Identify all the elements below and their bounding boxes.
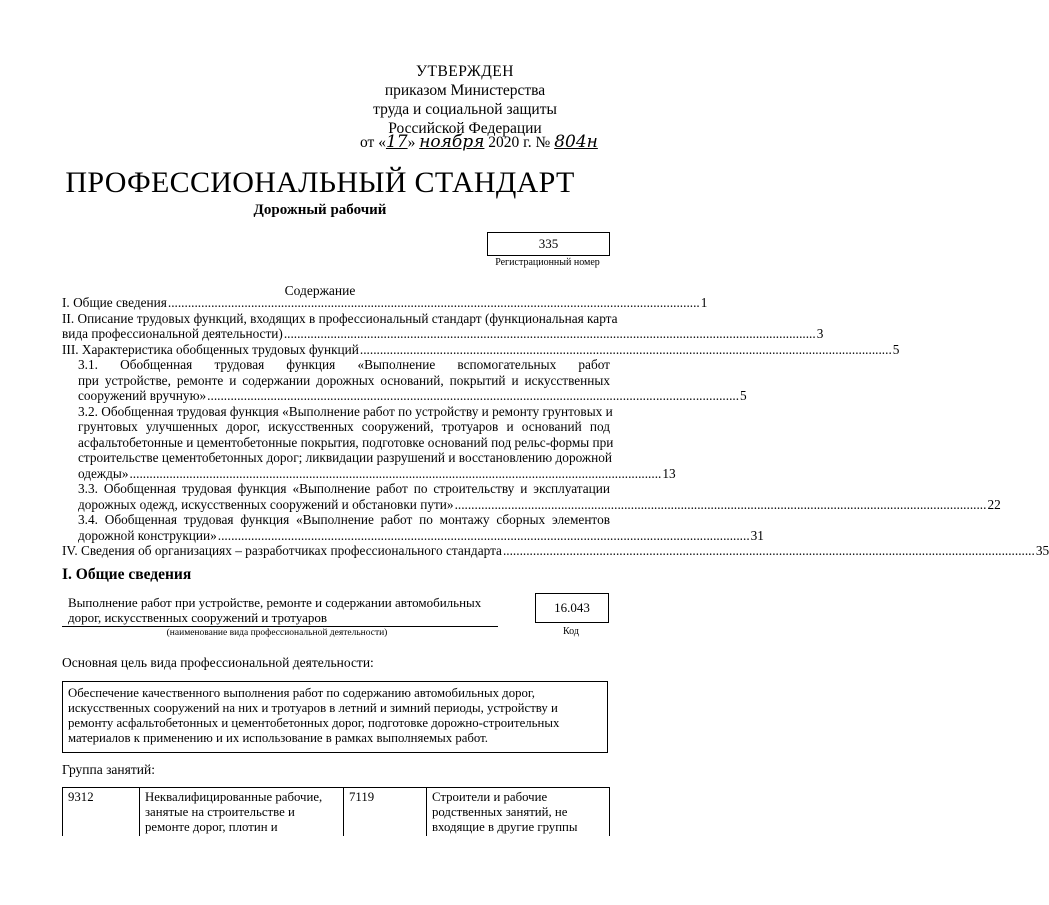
toc-item-3-2-line-3[interactable]: асфальтобетонные и цементобетонные покрытия, подготовке оснований под рельс-формы при [78,434,614,450]
occupation-code-cell: 7119 [344,788,427,837]
document-title: ПРОФЕССИОНАЛЬНЫЙ СТАНДАРТ [65,166,575,199]
order-date-line [360,132,640,152]
toc-item-3-2-line-1[interactable]: 3.2. Обобщенная трудовая функция «Выполнение работ по устройству и ремонту грунтовых и [78,403,613,419]
goal-line: ремонту асфальтобетонных и цементобетонных дорог, подготовке дорожно-строительных [68,716,560,730]
toc-item-3-1[interactable]: сооружений вручную» ................................................................................................................................................................ 5 [78,388,747,403]
toc-item-1[interactable]: I. Общие сведения ................................................................................................................................................................ 1 [62,295,708,310]
toc-item-3-4[interactable]: дорожной конструкции» ................................................................................................................................................................ 31 [78,527,764,543]
toc-item-2-line-1[interactable]: II. Описание трудовых функций, входящих в профессиональный стандарт (функциональная карта [62,310,618,326]
toc-heading: Содержание [284,283,356,298]
toc-item-3-1-line-1[interactable]: 3.1. Обобщенная трудовая функция «Выполнение вспомогательных работ [78,357,610,372]
registration-number-box: 335 [487,232,610,256]
occupation-name-line: входящие в другие группы [432,820,578,834]
section-1-title: I. Общие сведения [62,566,192,583]
occupation-name-line: Неквалифицированные рабочие, [145,790,323,804]
toc-leader: ................................................................................................................................................................ [502,543,1035,558]
toc-leader: ................................................................................................................................................................ [454,496,987,512]
toc-item-2[interactable]: вида профессиональной деятельности) ................................................................................................................................................................ 3 [62,326,824,341]
activity-code-caption: Код [563,626,579,637]
occupation-code-cell: 9312 [63,788,140,837]
occupations-table [62,787,610,836]
occupation-group-label: Группа занятий: [62,762,155,777]
occupation-name-line: ремонте дорог, плотин и [145,820,278,834]
goal-line: искусственных сооружений на них и тротуаров в летний и зимний периоды, устройству и [68,701,558,715]
document-subtitle: Дорожный рабочий [253,202,387,218]
toc-item-3-2-line-4[interactable]: строительстве цементобетонных дорог; ликвидации разрушений и восстановлению дорожной [78,450,612,465]
goal-label: Основная цель вида профессиональной деятельности: [62,655,374,670]
toc-item-3[interactable]: III. Характеристика обобщенных трудовых функций ................................................................................................................................................................ 5 [62,341,900,357]
activity-line-2: дорог, искусственных сооружений и тротуаров [68,610,328,625]
occupation-name-line: занятые на строительстве и [145,805,295,819]
date-prefix: от « [360,134,386,151]
goal-line: Обеспечение качественного выполнения работ по содержанию автомобильных дорог, [68,686,535,700]
handwritten-order-number: 804н [554,132,598,152]
toc-leader: ................................................................................................................................................................ [207,388,740,403]
table-of-contents [62,295,1049,559]
date-mid: » [407,134,420,151]
handwritten-month: ноября [419,132,485,152]
date-year: 2020 г. № [484,134,555,151]
occupation-name-cell [427,788,610,837]
occupation-name-line: родственных занятий, не [432,805,568,819]
goal-box [62,681,608,753]
toc-leader: ................................................................................................................................................................ [359,341,892,357]
toc-item-3-2-line-2[interactable]: грунтовых улучшенных дорог, искусственных сооружений, тротуаров и оснований под [78,419,610,434]
approval-block [330,62,600,138]
occupation-name-cell [140,788,344,837]
toc-item-3-2[interactable]: одежды» ................................................................................................................................................................ 13 [78,465,676,481]
toc-leader: ................................................................................................................................................................ [167,295,700,310]
activity-caption: (наименование вида профессиональной деятельности) [166,628,388,638]
toc-leader: ................................................................................................................................................................ [129,465,662,481]
toc-leader: ................................................................................................................................................................ [217,527,750,543]
approved-line-4: Российской Федерации [388,120,542,137]
approved-heading: УТВЕРЖДЕН [416,63,514,80]
table-row [63,788,610,837]
activity-line-1: Выполнение работ при устройстве, ремонте и содержании автомобильных [68,595,482,610]
handwritten-day: 17 [385,132,408,152]
toc-item-4[interactable]: IV. Сведения об организациях – разработчиках профессионального стандарта ................................................................................................................................................................ 35 [62,543,1049,558]
toc-item-3-4-line-1[interactable]: 3.4. Обобщенная трудовая функция «Выполнение работ по монтажу сборных элементов [78,512,610,527]
activity-code-box: 16.043 [535,593,609,623]
toc-leader: ................................................................................................................................................................ [283,326,816,341]
activity-name [62,595,498,627]
approved-line-3: труда и социальной защиты [373,101,557,118]
registration-number-label: Регистрационный номер [495,257,600,268]
toc-item-3-1-line-2[interactable]: при устройстве, ремонте и содержании дорожных оснований, покрытий и искусственных [78,372,610,388]
goal-line: материалов к применению и их использование в рамках выполняемых работ. [68,731,488,745]
approved-line-2: приказом Министерства [384,82,546,99]
toc-item-3-3[interactable]: дорожных одежд, искусственных сооружений и обстановки пути» ................................................................................................................................................................ 22 [78,496,1001,512]
toc-item-3-3-line-1[interactable]: 3.3. Обобщенная трудовая функция «Выполнение работ по строительству и эксплуатации [78,481,610,496]
occupation-name-line: Строители и рабочие [432,790,548,804]
